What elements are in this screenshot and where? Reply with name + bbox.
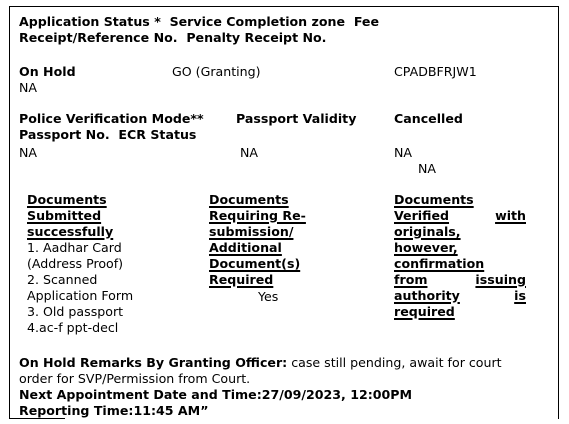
header-row-passport xyxy=(19,127,196,143)
resubmission-header-line: Document(s) xyxy=(209,256,301,271)
value-receipt-no: CPADBFRJW1 xyxy=(394,64,477,79)
value-passport-no: NA xyxy=(19,145,38,160)
verified-line: from issuing xyxy=(394,272,526,287)
resubmission-header-line: Documents xyxy=(209,192,289,207)
header-cancelled: Cancelled xyxy=(394,111,463,126)
header-ecr-status: ECR Status xyxy=(118,127,197,142)
verified-line: originals, xyxy=(394,224,461,239)
resubmission-header-line: submission/ xyxy=(209,224,294,239)
resubmission-header-line: Required xyxy=(209,272,274,287)
header-service-zone: Service Completion zone xyxy=(169,14,346,29)
appointment-label: Next Appointment Date and Time: xyxy=(19,387,262,402)
submitted-item: Application Form xyxy=(27,288,134,303)
documents-verified-column xyxy=(394,192,526,320)
appointment-line xyxy=(19,387,412,403)
value-passport-validity: NA xyxy=(240,145,259,160)
submitted-item: 2. Scanned xyxy=(27,272,98,287)
resubmission-header-line: Requiring Re- xyxy=(209,208,306,223)
header-passport-no: Passport No. xyxy=(19,127,110,142)
verified-line: required xyxy=(394,304,455,319)
value-penalty-receipt: NA xyxy=(19,80,38,95)
header-asterisk: * xyxy=(154,14,161,29)
value-application-status: On Hold xyxy=(19,64,76,79)
reporting-label: Reporting Time: xyxy=(19,403,134,418)
submitted-header-line: Documents xyxy=(27,192,107,207)
submitted-item: 3. Old passport xyxy=(27,304,124,319)
resubmission-header-line: Additional xyxy=(209,240,282,255)
verified-line: authority is xyxy=(394,288,526,303)
header-fee: Fee xyxy=(353,14,379,29)
verified-title: Documents xyxy=(394,192,474,207)
reporting-value: 11:45 AM” xyxy=(133,403,209,418)
value-cancelled: NA xyxy=(394,145,413,160)
value-service-zone: GO (Granting) xyxy=(172,64,261,79)
submitted-item: 1. Aadhar Card xyxy=(27,240,122,255)
header-row-2 xyxy=(19,30,326,46)
submitted-header-line: successfully xyxy=(27,224,114,239)
documents-submitted-column xyxy=(27,192,133,336)
submitted-item: 4.ac-f ppt-decl xyxy=(27,320,119,335)
remarks-text: case still pending, await for court xyxy=(287,355,502,370)
verified-line: confirmation xyxy=(394,256,485,271)
header-penalty-receipt: Penalty Receipt No. xyxy=(186,30,327,45)
documents-resubmission-column xyxy=(209,192,306,288)
remarks-line-2: order for SVP/Permission from Court. xyxy=(19,371,251,386)
appointment-value: 27/09/2023, 12:00PM xyxy=(261,387,413,402)
header-receipt-no: Receipt/Reference No. xyxy=(19,30,178,45)
header-application-status: Application Status xyxy=(19,14,150,29)
reporting-line xyxy=(19,403,208,419)
header-passport-validity: Passport Validity xyxy=(236,111,357,126)
header-police-verification: Police Verification Mode** xyxy=(19,111,204,126)
submitted-item: (Address Proof) xyxy=(27,256,124,271)
submitted-header-line: Submitted xyxy=(27,208,102,223)
header-row-1 xyxy=(19,14,379,30)
remarks-label: On Hold Remarks By Granting Officer xyxy=(19,355,283,370)
value-cancelled-sub: NA xyxy=(418,161,437,176)
value-resubmission: Yes xyxy=(258,289,279,304)
verified-line: however, xyxy=(394,240,458,255)
remarks-line-1: On Hold Remarks By Granting Officer: case still pending, await for court xyxy=(19,355,502,370)
verified-line: Verified with xyxy=(394,208,526,223)
